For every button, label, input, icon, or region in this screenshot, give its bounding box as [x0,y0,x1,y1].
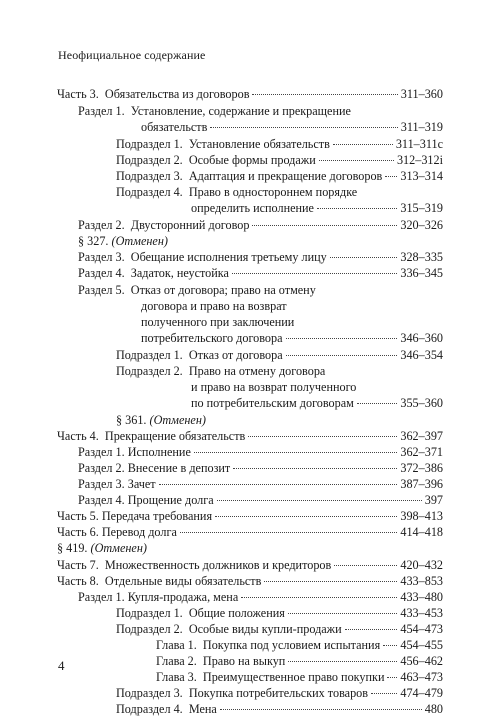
toc-entry-continuation: потребительского договора 346–360 [141,331,443,345]
toc-entry: Подраздел 3. Покупка потребительских товаров 474–479 [116,686,443,700]
toc-entry: Часть 5. Передача требования 398–413 [57,509,443,523]
toc-entry: Подраздел 2. Особые виды купли-продажи 454–473 [116,622,443,636]
toc-entry: Подраздел 1. Общие положения 433–453 [116,606,443,620]
toc-entry-label: Раздел 1. [78,104,125,118]
toc-entry: Раздел 2. Внесение в депозит 372–386 [78,461,443,475]
toc-entry-continuation: и право на возврат полученного [191,380,357,394]
toc-entry: Раздел 3. Зачет 387–396 [78,477,443,491]
toc-entry: Часть 4. Прекращение обязательств 362–397 [57,429,443,443]
toc-entry [78,103,443,119]
toc-entry: Раздел 2. Двусторонний договор 320–326 [78,218,443,232]
toc-entry-continuation: договора и право на возврат [141,299,287,313]
toc-entry-continuation: обязательств 311–319 [141,120,443,134]
toc-entry: § 419. (Отменен) [57,541,147,555]
toc-entry: § 361. (Отменен) [116,413,206,427]
toc-entry-pages: 311–319 [400,120,443,134]
toc-entry: Подраздел 2. Право на отмену договора [116,364,326,378]
toc-entry-continuation: определить исполнение 315–319 [191,201,443,215]
toc-entry-continuation: полученного при заключении [141,315,295,329]
toc-entry: Раздел 4. Прощение долга 397 [78,493,443,507]
toc-entry-label: Часть 3. [57,87,99,101]
running-header: Неофициальное содержание [58,48,206,62]
toc-entry: Раздел 3. Обещание исполнения третьему лицу 328–335 [78,250,443,264]
toc-entry: Подраздел 3. Адаптация и прекращение договоров 313–314 [116,169,443,183]
toc-entry: Подраздел 4. Мена 480 [116,702,443,716]
toc-entry: Подраздел 4. Право в одностороннем порядке [116,185,358,199]
toc-entry: Глава 2. Право на выкуп 456–462 [156,654,443,668]
toc-entry [57,86,443,102]
toc-entry: Подраздел 1. Отказ от договора 346–354 [116,348,443,362]
toc-entry: Глава 1. Покупка под условием испытания 454–455 [156,638,443,652]
toc-entry: Раздел 1. Купля-продажа, мена 433–480 [78,590,443,604]
toc-entry: Часть 7. Множественность должников и кредиторов 420–432 [57,558,443,572]
toc-entry: Раздел 1. Исполнение 362–371 [78,445,443,459]
toc-entry: Часть 6. Перевод долга 414–418 [57,525,443,539]
toc-entry: Глава 3. Преимущественное право покупки 463–473 [156,670,443,684]
toc-entry-title: Обязательства из договоров [104,87,250,101]
toc-entry: Раздел 4. Задаток, неустойка 336–345 [78,266,443,280]
toc-entry: Подраздел 2. Особые формы продажи 312–312i [116,153,443,167]
toc-entry-pages: 311–360 [400,87,443,101]
toc-entry: Подраздел 1. Установление обязательств 311–311c [116,137,443,151]
toc-entry: Раздел 5. Отказ от договора; право на отмену [78,283,316,297]
toc-entry: § 327. (Отменен) [78,234,168,248]
page-number: 4 [58,658,65,673]
toc-entry-title: Установление, содержание и прекращение [130,104,351,118]
toc-entry-continuation: по потребительским договорам 355–360 [191,396,443,410]
toc-entry: Часть 8. Отдельные виды обязательств 433–853 [57,574,443,588]
